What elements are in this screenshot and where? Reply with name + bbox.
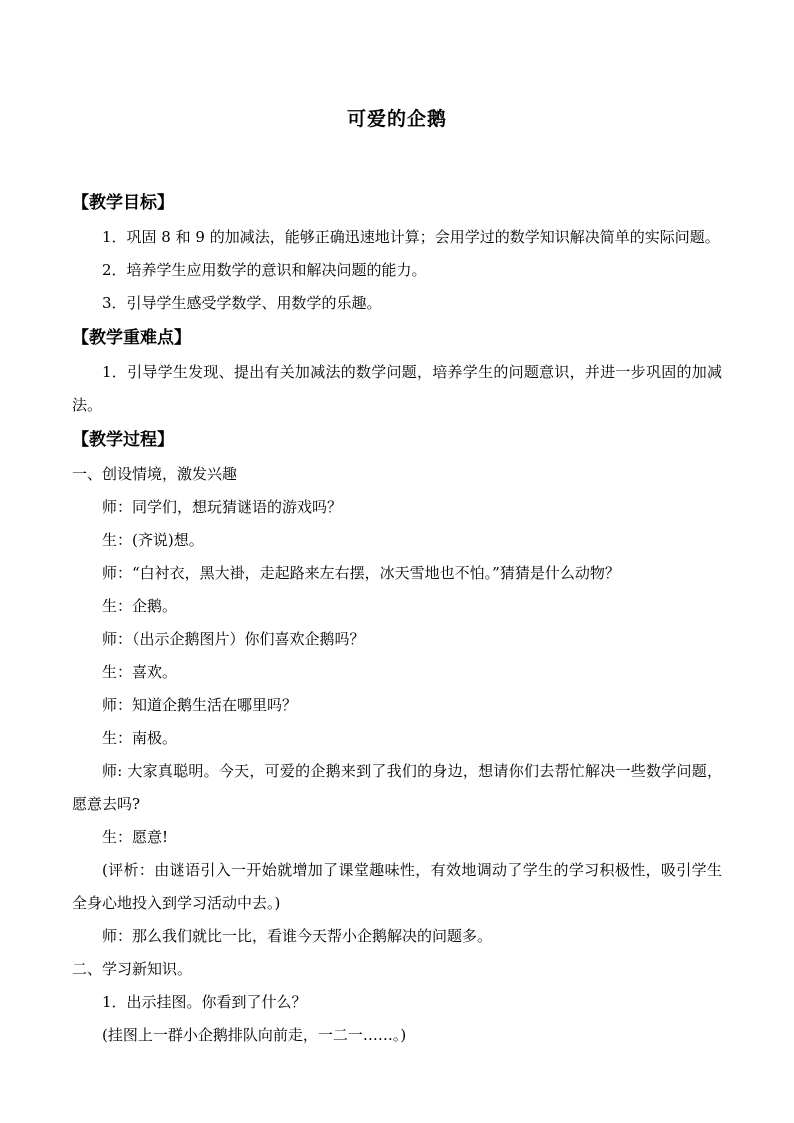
part2-line: 1．出示挂图。你看到了什么？ [102,993,307,1011]
dialogue-line: 师：同学们，想玩猜谜语的游戏吗？ [102,498,343,516]
process-part1-heading: 一、创设情境，激发兴趣 [72,465,238,483]
dialogue-line: 生：(齐说)想。 [102,531,204,549]
part2-line: (挂图上一群小企鹅排队向前走，一二一……。) [102,1026,407,1044]
process-part2-heading: 二、学习新知识。 [72,960,193,978]
document-body [72,185,722,1052]
dialogue-line: 生：愿意! [102,828,169,846]
dialogue-line: 生：喜欢。 [102,663,178,681]
dialogue-line: 师：知道企鹅生活在哪里吗？ [102,696,298,714]
dialogue-line: 生：企鹅。 [102,597,178,615]
dialogue-line: 生：南极。 [102,729,178,747]
dialogue-line: 师：“白衬衣，黑大褂，走起路来左右摆，冰天雪地也不怕。”猜猜是什么动物？ [102,564,620,582]
key-point-item-1: 1．引导学生发现、提出有关加减法的数学问题，培养学生的问题意识，并进一步巩固的加减法。 [72,363,722,414]
goal-item-3: 3．引导学生感受学数学、用数学的乐趣。 [102,294,382,312]
goal-item-2: 2．培养学生应用数学的意识和解决问题的能力。 [102,261,427,279]
goal-item-1: 1．巩固 8 和 9 的加减法，能够正确迅速地计算；会用学过的数学知识解决简单的实际问题。 [102,228,720,246]
section-heading-key-points: 【教学重难点】 [72,328,191,348]
dialogue-line: 师：那么我们就比一比，看谁今天帮小企鹅解决的问题多。 [102,927,493,945]
section-heading-process: 【教学过程】 [72,430,174,450]
dialogue-line: 师: 大家真聪明。今天，可爱的企鹅来到了我们的身边，想请你们去帮忙解决一些数学问题，愿意去吗? [72,762,722,813]
section-heading-goals: 【教学目标】 [72,193,174,213]
dialogue-line: 师：（出示企鹅图片）你们喜欢企鹅吗？ [102,630,365,648]
document-title: 可爱的企鹅 [346,108,447,130]
teaching-comment: (评析：由谜语引入一开始就增加了课堂趣味性，有效地调动了学生的学习积极性，吸引学生全身心地投入到学习活动中去。) [72,861,722,912]
